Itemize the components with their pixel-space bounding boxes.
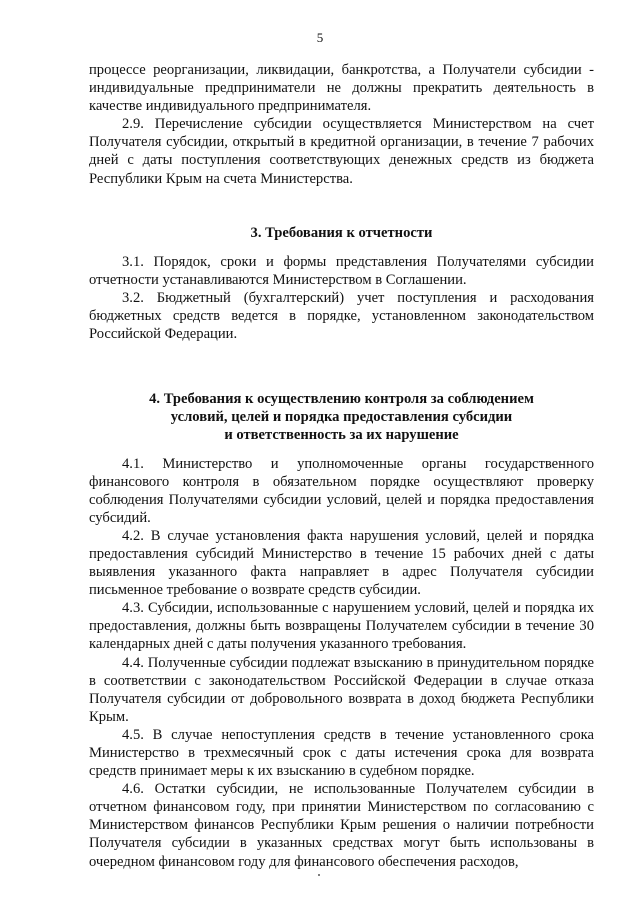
paragraph-2-9: 2.9. Перечисление субсидии осуществляется Министерством на счет Получателя субсидии, открытый в кредитной организации, в течение 7 рабочих дней с даты поступления соответствующих денежных средств из бюджета Республики Крым на счета Министерства. xyxy=(89,116,594,187)
document-body xyxy=(89,61,594,871)
section-3-heading: 3. Требования к отчетности xyxy=(250,224,433,241)
page-number: 5 xyxy=(316,30,324,45)
section-4-heading-line-2: условий, целей и порядка предоставления субсидии xyxy=(170,409,513,426)
paragraph-4-6: 4.6. Остатки субсидии, не использованные Получателем субсидии в отчетном финансовом году, при принятии Министерством по согласованию с Министерством финансов Республики Крым решения о наличии потребности Получателя субсидии в указанных средствах могут быть использованы в очередном финансовом году для финансового обеспечения расходов, xyxy=(89,781,594,870)
paragraph-continuation: процессе реорганизации, ликвидации, банкротства, а Получатели субсидии - индивидуальные предприниматели не должны прекратить деятельность в качестве индивидуального предпринимателя. xyxy=(89,62,594,115)
paragraph-3-2: 3.2. Бюджетный (бухгалтерский) учет поступления и расходования бюджетных средств ведется в порядке, установленном законодательством Российской Федерации. xyxy=(89,289,594,343)
paragraph-4-4: 4.4. Полученные субсидии подлежат взысканию в принудительном порядке в соответствии с законодательством Российской Федерации в случае отказа Получателя субсидии от добровольного возврата в доход бюджета Республики Крым. xyxy=(89,654,594,725)
section-4-heading-line-1: 4. Требования к осуществлению контроля за соблюдением xyxy=(149,391,534,408)
paragraph-3-1: 3.1. Порядок, сроки и формы представления Получателями субсидии отчетности устанавливаются Министерством в Соглашении. xyxy=(89,253,594,288)
paragraph-4-1: 4.1. Министерство и уполномоченные органы государственного финансового контроля в обязательном порядке осуществляют проверку соблюдения Получателями субсидии условий, целей и порядка предоставления субсидий. xyxy=(89,455,594,526)
paragraph-4-5: 4.5. В случае непоступления средств в течение установленного срока Министерство в трехмесячный срок с даты истечения срока для возврата средств принимает меры к их взысканию в судебном порядке. xyxy=(89,726,594,780)
section-4-heading-line-3: и ответственность за их нарушение xyxy=(224,427,459,444)
scan-speck xyxy=(318,874,320,876)
paragraph-4-2: 4.2. В случае установления факта нарушения условий, целей и порядка предоставления субсидий Министерство в течение 15 рабочих дней с даты выявления указанного факта направляет в адрес Получателя субсидии письменное требование о возврате средств субсидии. xyxy=(89,527,594,599)
paragraph-4-3: 4.3. Субсидии, использованные с нарушением условий, целей и порядка их предоставления, должны быть возвращены Получателем субсидии в течение 30 календарных дней с даты получения указанного требования. xyxy=(89,600,594,653)
section-4-heading xyxy=(89,390,594,444)
